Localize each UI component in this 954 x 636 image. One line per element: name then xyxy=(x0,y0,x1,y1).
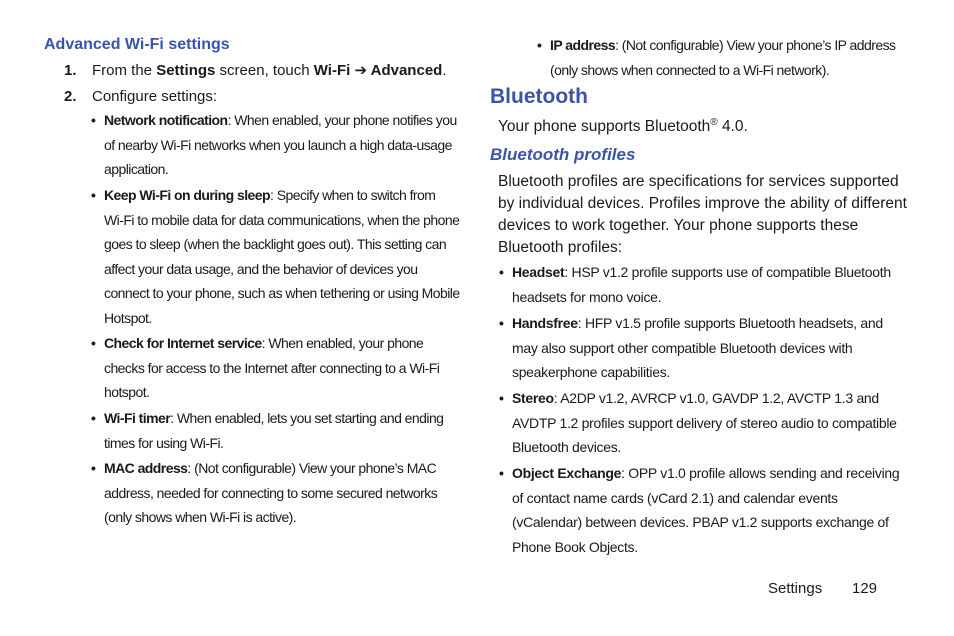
profile-object-exchange: • Object Exchange: OPP v1.0 profile allows sending and receiving of contact name cards (vCard 2.1) and calendar events (vCalendar) between devices. PBAP v1.2 supports exchange of Phone Book Objects. xyxy=(512,461,899,560)
bullet-icon: • xyxy=(499,315,504,331)
step-2: 2. Configure settings: xyxy=(64,88,218,105)
bullet-icon: • xyxy=(499,390,504,406)
page-number: 129 xyxy=(852,580,878,597)
bullet-icon: • xyxy=(91,112,96,128)
bullet-icon: • xyxy=(499,465,504,481)
bullet-icon: • xyxy=(537,37,542,53)
bullet-network-notification: • Network notification: When enabled, your phone notifies you of nearby Wi-Fi networks when you launch a high data-usage application. xyxy=(104,108,457,182)
bullet-wifi-timer: • Wi-Fi timer: When enabled, lets you set starting and ending times for using Wi-Fi. xyxy=(104,406,443,455)
profile-stereo: • Stereo: A2DP v1.2, AVRCP v1.0, GAVDP 1.2, AVCTP 1.3 and AVDTP 1.2 profiles support delivery of stereo audio to compatible Bluetooth devices. xyxy=(512,386,897,460)
profile-handsfree: • Handsfree: HFP v1.5 profile supports Bluetooth headsets, and may also support other compatible Bluetooth devices with speakerphone capabilities. xyxy=(512,311,883,385)
bluetooth-support-text: Your phone supports Bluetooth® 4.0. xyxy=(498,116,748,135)
bullet-icon: • xyxy=(499,264,504,280)
bullet-check-internet: • Check for Internet service: When enabled, your phone checks for access to the Internet after connecting to a Wi-Fi hotspot. xyxy=(104,331,439,405)
bluetooth-profiles-heading: Bluetooth profiles xyxy=(490,145,636,164)
bullet-keep-wifi-on: • Keep Wi-Fi on during sleep: Specify when to switch from Wi-Fi to mobile data for data communications, when the phone goes to sleep (when the backlight goes out). This setting can affect your data usage, and the behavior of devices you connect to your phone, such as when tethering or using Mobile Hotspot. xyxy=(104,183,460,330)
profile-headset: • Headset: HSP v1.2 profile supports use of compatible Bluetooth headsets for mono voice. xyxy=(512,260,891,309)
bullet-icon: • xyxy=(91,410,96,426)
bullet-mac-address: • MAC address: (Not configurable) View your phone’s MAC address, needed for connecting to some secured networks (only shows when Wi-Fi is active). xyxy=(104,456,437,530)
bullet-icon: • xyxy=(91,335,96,351)
advanced-wifi-heading: Advanced Wi-Fi settings xyxy=(44,36,230,53)
bullet-ip-address: • IP address: (Not configurable) View your phone’s IP address (only shows when connected to a Wi-Fi network). xyxy=(550,33,896,82)
bullet-icon: • xyxy=(91,460,96,476)
step-1: 1. From the Settings screen, touch Wi-Fi ➔ Advanced. xyxy=(64,62,447,79)
footer-section: Settings xyxy=(768,580,823,597)
bluetooth-heading: Bluetooth xyxy=(490,85,588,108)
bluetooth-profiles-intro: Bluetooth profiles are specifications for services supported by individual devices. Profiles improve the ability of different devices to work together. Your phone supports these Bluetooth profiles: xyxy=(498,173,907,256)
bullet-icon: • xyxy=(91,187,96,203)
